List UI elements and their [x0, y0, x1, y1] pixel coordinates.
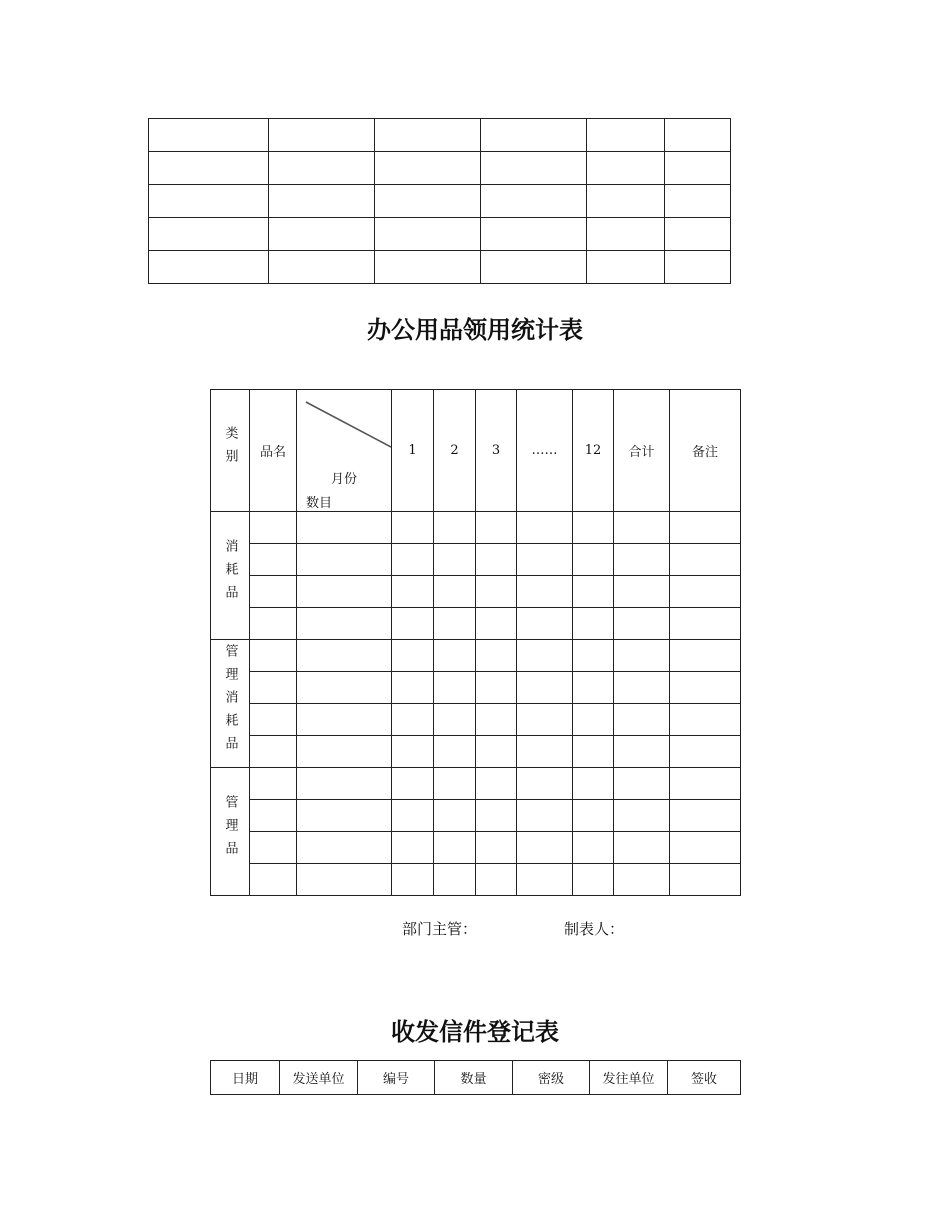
- table-row: [211, 512, 741, 544]
- top-empty-table: [148, 118, 731, 284]
- header-signature: 签收: [668, 1061, 741, 1095]
- table-header-row: [211, 390, 741, 512]
- table-row: [149, 218, 731, 251]
- table-row: [211, 576, 741, 608]
- header-item-name: 品名: [250, 390, 297, 512]
- header-month-2: 2: [434, 390, 476, 512]
- stats-form-title: 办公用品领用统计表: [367, 316, 583, 344]
- table-row: [211, 704, 741, 736]
- table-row: [149, 251, 731, 284]
- table-row: [211, 864, 741, 896]
- table-row: [211, 608, 741, 640]
- table-row: [149, 185, 731, 218]
- header-month-1: 1: [392, 390, 434, 512]
- header-total: 合计: [614, 390, 670, 512]
- table-row: [149, 119, 731, 152]
- table-row: [211, 736, 741, 768]
- header-count-label: 数目: [306, 496, 333, 511]
- table-header-row: [211, 1061, 741, 1095]
- header-date: 日期: [211, 1061, 280, 1095]
- header-month-ellipsis: ……: [517, 390, 573, 512]
- header-sender-unit: 发送单位: [280, 1061, 358, 1095]
- table-row: [211, 672, 741, 704]
- header-category: 类别: [211, 390, 250, 512]
- header-month-12: 12: [573, 390, 614, 512]
- header-month-label: 月份: [331, 472, 358, 487]
- header-security-level: 密级: [513, 1061, 590, 1095]
- dept-manager-label: 部门主管：: [402, 920, 478, 938]
- header-month-3: 3: [476, 390, 517, 512]
- category-consumables: 消耗品: [211, 512, 250, 640]
- header-diagonal-cell: [297, 390, 392, 512]
- mail-form-title: 收发信件登记表: [391, 1018, 559, 1046]
- header-number: 编号: [358, 1061, 435, 1095]
- header-remarks: 备注: [670, 390, 741, 512]
- category-management-items: 管理品: [211, 768, 250, 896]
- header-quantity: 数量: [435, 1061, 513, 1095]
- category-management-consumables: 管理消耗品: [211, 640, 250, 768]
- header-destination-unit: 发往单位: [590, 1061, 668, 1095]
- table-row: [149, 152, 731, 185]
- stats-table: [210, 389, 741, 896]
- table-row: [211, 640, 741, 672]
- table-row: [211, 800, 741, 832]
- table-row: [211, 832, 741, 864]
- preparer-label: 制表人：: [564, 920, 625, 938]
- table-row: [211, 544, 741, 576]
- mail-table: [210, 1060, 741, 1095]
- signature-line: [402, 918, 624, 939]
- table-row: [211, 768, 741, 800]
